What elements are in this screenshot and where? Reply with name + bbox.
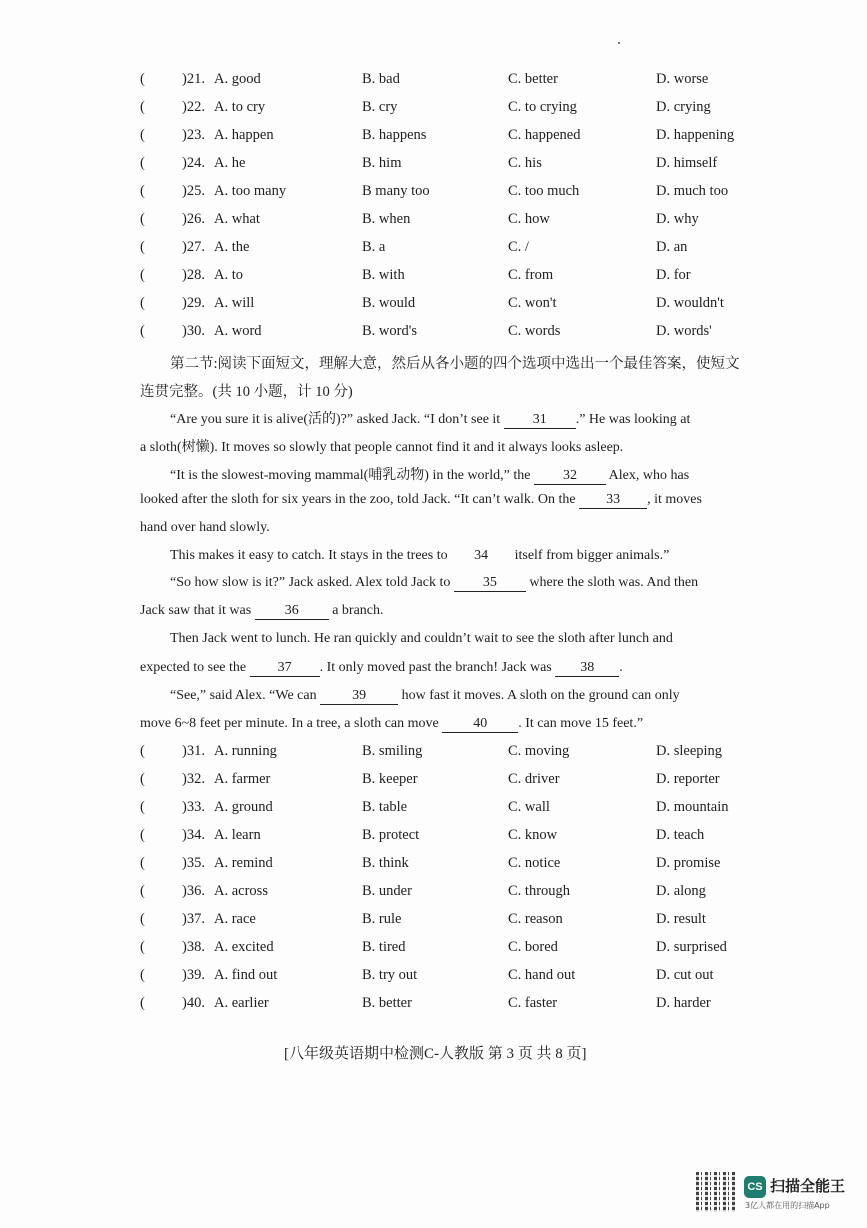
question-list-31-40 xyxy=(140,740,780,1020)
option-a[interactable]: A. to xyxy=(214,267,243,283)
question-row xyxy=(140,264,780,292)
option-c[interactable]: C. to crying xyxy=(508,99,577,115)
passage-text: “See,” said Alex. “We can xyxy=(170,688,317,703)
passage-line xyxy=(140,716,643,733)
option-c[interactable]: C. bored xyxy=(508,939,558,955)
passage-text: Alex, who has xyxy=(608,468,690,483)
question-number: )40. xyxy=(182,995,205,1011)
passage-line: Then Jack went to lunch. He ran quickly and couldn’t wait to see the sloth after lunch and xyxy=(170,631,673,646)
blank-32[interactable]: 32 xyxy=(534,468,606,485)
option-a[interactable]: A. to cry xyxy=(214,99,266,115)
passage-text: itself from bigger animals.” xyxy=(514,548,670,563)
question-number: )22. xyxy=(182,99,205,115)
option-a[interactable]: A. learn xyxy=(214,827,261,843)
question-row xyxy=(140,880,780,908)
passage-line xyxy=(170,688,680,705)
question-row xyxy=(140,908,780,936)
option-b[interactable]: B. table xyxy=(362,799,408,815)
option-b[interactable]: B. rule xyxy=(362,911,402,927)
passage-line: a sloth(树懒). It moves so slowly that people cannot find it and it always looks asleep. xyxy=(140,440,624,455)
passage-line xyxy=(170,464,689,485)
option-d[interactable]: D. harder xyxy=(656,995,711,1011)
question-number: )31. xyxy=(182,743,205,759)
answer-paren[interactable]: ( xyxy=(140,323,145,339)
question-number: )37. xyxy=(182,911,205,927)
question-row xyxy=(140,824,780,852)
question-row xyxy=(140,768,780,796)
answer-paren[interactable]: ( xyxy=(140,127,145,143)
option-d[interactable]: D. result xyxy=(656,911,706,927)
passage-text: where the sloth was. And then xyxy=(529,575,699,590)
option-a[interactable]: A. he xyxy=(214,155,246,171)
option-a[interactable]: A. what xyxy=(214,211,260,227)
option-b[interactable]: B. keeper xyxy=(362,771,418,787)
passage-line xyxy=(140,603,384,620)
blank-39[interactable]: 39 xyxy=(320,688,398,705)
option-d[interactable]: D. promise xyxy=(656,855,721,871)
section-heading-line2: 连贯完整。(共 10 小题，计 10 分) xyxy=(140,384,353,400)
question-row xyxy=(140,320,780,348)
passage-text: .” He was looking at xyxy=(575,412,691,427)
passage-text: . It can move 15 feet.” xyxy=(518,716,644,731)
option-d[interactable]: D. cut out xyxy=(656,967,714,983)
option-c[interactable]: C. better xyxy=(508,71,558,87)
blank-40[interactable]: 40 xyxy=(442,716,518,733)
answer-paren[interactable]: ( xyxy=(140,211,145,227)
section-heading xyxy=(140,350,760,406)
answer-paren[interactable]: ( xyxy=(140,183,145,199)
option-c[interactable]: C. how xyxy=(508,211,550,227)
option-b[interactable]: B. protect xyxy=(362,827,420,843)
blank-34[interactable]: 34 xyxy=(474,548,489,563)
option-d[interactable]: D. teach xyxy=(656,827,705,843)
answer-paren[interactable]: ( xyxy=(140,743,145,759)
section-heading-line1: 第二节:阅读下面短文，理解大意，然后从各小题的四个选项中选出一个最佳答案，使短文 xyxy=(170,356,740,372)
option-a[interactable]: A. find out xyxy=(214,967,278,983)
question-row xyxy=(140,740,780,768)
option-b[interactable]: B. try out xyxy=(362,967,418,983)
option-b[interactable]: B many too xyxy=(362,183,430,199)
passage-line xyxy=(170,548,669,565)
option-b[interactable]: B. would xyxy=(362,295,416,311)
question-number: )23. xyxy=(182,127,205,143)
answer-paren[interactable]: ( xyxy=(140,295,145,311)
passage-text: “Are you sure it is alive(活的)?” asked Jack. “I don’t see it xyxy=(170,412,501,427)
question-row xyxy=(140,936,780,964)
qr-code-icon xyxy=(696,1172,736,1212)
option-c[interactable]: C. through xyxy=(508,883,571,899)
passage-text: Jack saw that it was xyxy=(140,603,252,618)
passage-line xyxy=(140,492,702,509)
question-row xyxy=(140,796,780,824)
passage-text: looked after the sloth for six years in the zoo, told Jack. “It can’t walk. On the xyxy=(140,492,576,507)
option-b[interactable]: B. with xyxy=(362,267,405,283)
option-d[interactable]: D. sleeping xyxy=(656,743,723,759)
option-c[interactable]: C. notice xyxy=(508,855,561,871)
option-d[interactable]: D. wouldn't xyxy=(656,295,724,311)
passage-text: expected to see the xyxy=(140,660,247,675)
question-number: )32. xyxy=(182,771,205,787)
passage-text: . xyxy=(619,660,623,675)
answer-paren[interactable]: ( xyxy=(140,995,145,1011)
passage-text: move 6~8 feet per minute. In a tree, a sloth can move xyxy=(140,716,439,731)
answer-paren[interactable]: ( xyxy=(140,967,145,983)
option-a[interactable]: A. too many xyxy=(214,183,287,199)
passage-text: . It only moved past the branch! Jack was xyxy=(319,660,552,675)
camscanner-logo-icon: CS xyxy=(744,1176,766,1198)
answer-paren[interactable]: ( xyxy=(140,827,145,843)
question-list-21-30 xyxy=(140,68,780,348)
option-d[interactable]: D. crying xyxy=(656,99,711,115)
option-b[interactable]: B. bad xyxy=(362,71,400,87)
answer-paren[interactable]: ( xyxy=(140,911,145,927)
question-row xyxy=(140,124,780,152)
blank-38[interactable]: 38 xyxy=(555,660,619,677)
option-b[interactable]: B. think xyxy=(362,855,409,871)
option-b[interactable]: B. cry xyxy=(362,99,398,115)
passage-line xyxy=(170,408,690,429)
option-b[interactable]: B. him xyxy=(362,155,402,171)
option-d[interactable]: D. why xyxy=(656,211,699,227)
option-c[interactable]: C. / xyxy=(508,239,529,255)
blank-35[interactable]: 35 xyxy=(454,575,526,592)
option-c[interactable]: C. driver xyxy=(508,771,560,787)
option-b[interactable]: B. tired xyxy=(362,939,406,955)
passage-line xyxy=(170,575,698,592)
question-row xyxy=(140,180,780,208)
question-number: )29. xyxy=(182,295,205,311)
option-d[interactable]: D. reporter xyxy=(656,771,720,787)
option-d[interactable]: D. himself xyxy=(656,155,718,171)
question-row xyxy=(140,208,780,236)
question-row xyxy=(140,68,780,96)
option-a[interactable]: A. word xyxy=(214,323,262,339)
blank-37[interactable]: 37 xyxy=(250,660,320,677)
page-footer: [八年级英语期中检测C-人教版 第 3 页 共 8 页] xyxy=(284,1046,587,1062)
passage-text: “It is the slowest-moving mammal(哺乳动物) in the world,” the xyxy=(170,468,531,483)
option-d[interactable]: D. surprised xyxy=(656,939,727,955)
option-a[interactable]: A. the xyxy=(214,239,250,255)
scanner-app-subtitle: 3亿人都在用的扫描App xyxy=(745,1201,830,1210)
passage-text: how fast it moves. A sloth on the ground can only xyxy=(401,688,680,703)
blank-31[interactable]: 31 xyxy=(504,412,576,429)
option-c[interactable]: C. hand out xyxy=(508,967,576,983)
passage-text: This makes it easy to catch. It stays in the trees to xyxy=(170,548,448,563)
question-number: )33. xyxy=(182,799,205,815)
blank-36[interactable]: 36 xyxy=(255,603,329,620)
option-c[interactable]: C. know xyxy=(508,827,558,843)
option-c[interactable]: C. from xyxy=(508,267,554,283)
answer-paren[interactable]: ( xyxy=(140,799,145,815)
answer-paren[interactable]: ( xyxy=(140,155,145,171)
blank-33[interactable]: 33 xyxy=(579,492,647,509)
option-a[interactable]: A. across xyxy=(214,883,268,899)
answer-paren[interactable]: ( xyxy=(140,771,145,787)
option-d[interactable]: D. for xyxy=(656,267,691,283)
question-number: )27. xyxy=(182,239,205,255)
option-d[interactable]: D. an xyxy=(656,239,688,255)
option-b[interactable]: B. happens xyxy=(362,127,427,143)
answer-paren[interactable]: ( xyxy=(140,71,145,87)
option-c[interactable]: C. his xyxy=(508,155,542,171)
question-number: )34. xyxy=(182,827,205,843)
question-number: )30. xyxy=(182,323,205,339)
option-c[interactable]: C. words xyxy=(508,323,561,339)
question-row xyxy=(140,152,780,180)
option-a[interactable]: A. race xyxy=(214,911,256,927)
option-d[interactable]: D. mountain xyxy=(656,799,729,815)
answer-paren[interactable]: ( xyxy=(140,267,145,283)
question-number: )36. xyxy=(182,883,205,899)
option-a[interactable]: A. running xyxy=(214,743,277,759)
question-number: )39. xyxy=(182,967,205,983)
option-b[interactable]: B. under xyxy=(362,883,412,899)
option-a[interactable]: A. excited xyxy=(214,939,274,955)
option-d[interactable]: D. much too xyxy=(656,183,729,199)
option-b[interactable]: B. when xyxy=(362,211,411,227)
option-c[interactable]: C. faster xyxy=(508,995,558,1011)
question-number: )38. xyxy=(182,939,205,955)
question-number: )24. xyxy=(182,155,205,171)
option-b[interactable]: B. better xyxy=(362,995,412,1011)
option-a[interactable]: A. ground xyxy=(214,799,273,815)
option-c[interactable]: C. too much xyxy=(508,183,580,199)
question-row xyxy=(140,292,780,320)
option-b[interactable]: B. word's xyxy=(362,323,417,339)
question-row xyxy=(140,964,780,992)
question-number: )21. xyxy=(182,71,205,87)
answer-paren[interactable]: ( xyxy=(140,939,145,955)
question-number: )25. xyxy=(182,183,205,199)
passage-text: a branch. xyxy=(332,603,384,618)
scanner-app-name: 扫描全能王 xyxy=(770,1177,846,1195)
question-row xyxy=(140,992,780,1020)
option-b[interactable]: B. a xyxy=(362,239,386,255)
answer-paren[interactable]: ( xyxy=(140,855,145,871)
scan-speck xyxy=(618,42,620,44)
option-a[interactable]: A. will xyxy=(214,295,255,311)
answer-paren[interactable]: ( xyxy=(140,99,145,115)
answer-paren[interactable]: ( xyxy=(140,239,145,255)
option-c[interactable]: C. wall xyxy=(508,799,550,815)
option-d[interactable]: D. along xyxy=(656,883,706,899)
question-row xyxy=(140,852,780,880)
option-c[interactable]: C. happened xyxy=(508,127,581,143)
option-a[interactable]: A. happen xyxy=(214,127,274,143)
question-row xyxy=(140,236,780,264)
passage-line xyxy=(140,660,623,677)
option-a[interactable]: A. remind xyxy=(214,855,273,871)
option-c[interactable]: C. reason xyxy=(508,911,563,927)
option-c[interactable]: C. won't xyxy=(508,295,557,311)
option-a[interactable]: A. farmer xyxy=(214,771,271,787)
passage-text: , it moves xyxy=(647,492,702,507)
question-number: )35. xyxy=(182,855,205,871)
option-d[interactable]: D. happening xyxy=(656,127,735,143)
option-a[interactable]: A. good xyxy=(214,71,261,87)
answer-paren[interactable]: ( xyxy=(140,883,145,899)
question-number: )28. xyxy=(182,267,205,283)
option-d[interactable]: D. words' xyxy=(656,323,712,339)
option-a[interactable]: A. earlier xyxy=(214,995,269,1011)
passage-line: hand over hand slowly. xyxy=(140,520,270,535)
question-number: )26. xyxy=(182,211,205,227)
question-row xyxy=(140,96,780,124)
option-c[interactable]: C. moving xyxy=(508,743,570,759)
option-b[interactable]: B. smiling xyxy=(362,743,423,759)
passage-text: “So how slow is it?” Jack asked. Alex told Jack to xyxy=(170,575,451,590)
option-d[interactable]: D. worse xyxy=(656,71,709,87)
